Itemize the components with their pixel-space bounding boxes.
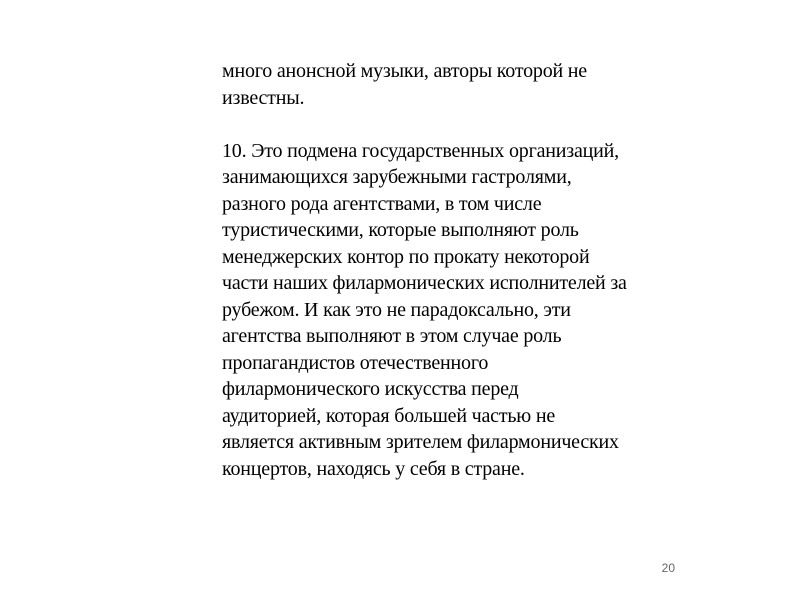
text-line: разного рода агентствами, в том числе [222, 192, 542, 215]
text-line: части наших филармонических исполнителей за [222, 272, 627, 294]
text-line: туристическими, которые выполняют роль [222, 219, 579, 241]
text-line: аудиторией, которая большей частью не [222, 404, 556, 427]
page-number: 20 [661, 561, 675, 575]
text-line: агентства выполняют в этом случае роль [222, 325, 562, 347]
text-line: концертов, находясь у себя в стране. [222, 457, 525, 480]
text-line: много анонсной музыки, авторы которой не [222, 60, 587, 82]
text-line: является активным зрителем филармонических [222, 431, 619, 453]
text-line: рубежом. И как это не парадоксально, эти [222, 298, 571, 321]
text-line: пропагандистов отечественного [222, 351, 489, 374]
paragraph-item-10 [222, 138, 692, 483]
text-line: известны. [222, 86, 305, 109]
text-line: филармонического искусства перед [222, 378, 519, 400]
text-line: менеджерских контор по прокату некоторой [222, 245, 590, 268]
body-text [222, 58, 692, 482]
text-line: 10. Это подмена государственных организаций, [222, 139, 619, 162]
paragraph-continuation [222, 58, 692, 111]
text-line: занимающихся зарубежными гастролями, [222, 166, 572, 188]
paragraph-spacer [222, 111, 692, 138]
